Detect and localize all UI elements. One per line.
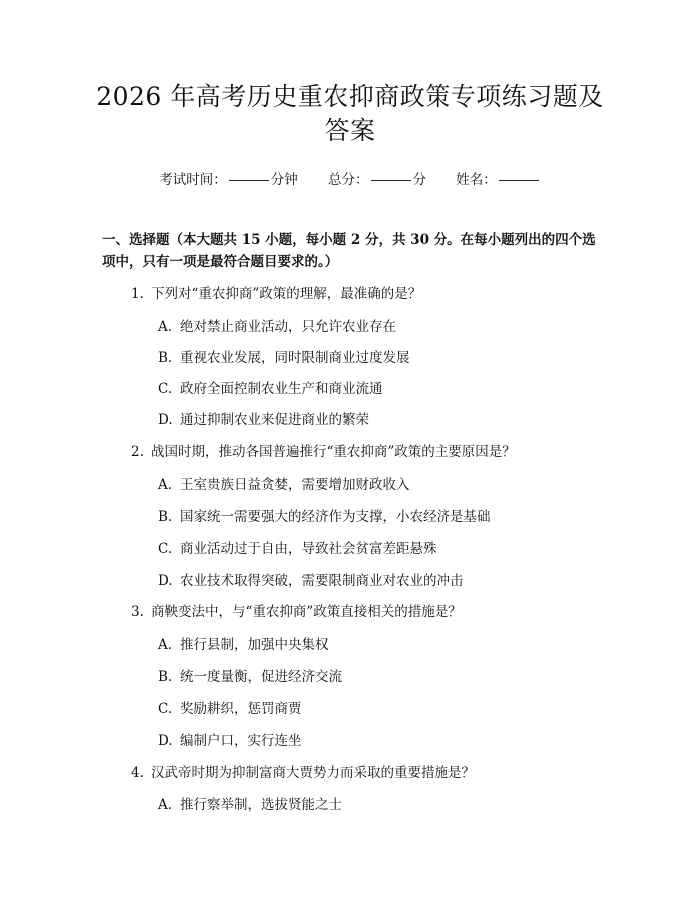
document-title bbox=[80, 80, 620, 148]
option-text: 编制户口，实行连坐 bbox=[180, 733, 302, 749]
q3-option-a bbox=[158, 633, 598, 653]
option-text: 国家统一需要强大的经济作为支撑，小农经济是基础 bbox=[180, 509, 491, 525]
q1-option-a bbox=[158, 315, 598, 335]
q1-option-c bbox=[158, 377, 598, 397]
exam-time-blank bbox=[229, 180, 269, 181]
title-line-2: 答案 bbox=[324, 116, 376, 145]
option-text: 推行察举制，选拔贤能之士 bbox=[180, 797, 342, 813]
option-letter: A. bbox=[158, 319, 173, 335]
option-letter: B. bbox=[158, 509, 173, 525]
total-score-label: 总分： bbox=[328, 172, 369, 188]
section-heading: 一、选择题（本大题共 15 小题，每小题 2 分，共 30 分。在每小题列出的四个选项中，只有一项是最符合题目要求的。） bbox=[102, 232, 596, 270]
q3-option-d bbox=[158, 729, 598, 749]
exam-time-label: 考试时间： bbox=[159, 172, 227, 188]
question-4 bbox=[131, 761, 611, 781]
title-line-1: 2026 年高考历史重农抑商政策专项练习题及 bbox=[96, 82, 604, 111]
student-name bbox=[456, 168, 541, 188]
q2-option-c bbox=[158, 537, 598, 557]
question-number: 3. bbox=[131, 604, 144, 620]
question-number: 2. bbox=[131, 444, 144, 460]
q2-option-a bbox=[158, 473, 598, 493]
option-text: 王室贵族日益贪婪，需要增加财政收入 bbox=[180, 477, 410, 493]
exam-time bbox=[159, 168, 298, 188]
exam-time-unit: 分钟 bbox=[270, 172, 298, 188]
total-score-unit: 分 bbox=[412, 172, 426, 188]
question-number: 1. bbox=[131, 286, 144, 302]
q3-option-b bbox=[158, 665, 598, 685]
option-text: 通过抑制农业来促进商业的繁荣 bbox=[180, 412, 369, 428]
student-name-label: 姓名： bbox=[456, 172, 497, 188]
option-text: 重视农业发展，同时限制商业过度发展 bbox=[180, 350, 410, 366]
total-score bbox=[328, 168, 426, 188]
option-letter: A. bbox=[158, 637, 173, 653]
option-text: 商业活动过于自由，导致社会贫富差距悬殊 bbox=[180, 541, 437, 557]
exam-meta bbox=[0, 168, 700, 188]
option-letter: C. bbox=[158, 701, 173, 717]
option-text: 政府全面控制农业生产和商业流通 bbox=[180, 381, 383, 397]
option-letter: D. bbox=[158, 733, 173, 749]
option-letter: C. bbox=[158, 541, 173, 557]
q2-option-b bbox=[158, 505, 598, 525]
question-text: 汉武帝时期为抑制富商大贾势力而采取的重要措施是？ bbox=[151, 765, 475, 781]
question-text: 商鞅变法中，与“重农抑商”政策直接相关的措施是？ bbox=[151, 604, 462, 620]
option-letter: C. bbox=[158, 381, 173, 397]
question-1 bbox=[131, 282, 611, 302]
option-text: 奖励耕织，惩罚商贾 bbox=[180, 701, 302, 717]
option-text: 绝对禁止商业活动，只允许农业存在 bbox=[180, 319, 396, 335]
option-letter: D. bbox=[158, 412, 173, 428]
total-score-blank bbox=[371, 180, 411, 181]
question-number: 4. bbox=[131, 765, 144, 781]
question-3 bbox=[131, 600, 611, 620]
question-2 bbox=[131, 440, 611, 460]
option-letter: D. bbox=[158, 573, 173, 589]
question-text: 下列对“重农抑商”政策的理解，最准确的是？ bbox=[151, 286, 422, 302]
option-text: 推行县制，加强中央集权 bbox=[180, 637, 329, 653]
option-text: 农业技术取得突破，需要限制商业对农业的冲击 bbox=[180, 573, 464, 589]
q1-option-d bbox=[158, 408, 598, 428]
student-name-blank bbox=[499, 180, 539, 181]
q3-option-c bbox=[158, 697, 598, 717]
option-letter: B. bbox=[158, 350, 173, 366]
q2-option-d bbox=[158, 569, 598, 589]
q1-option-b bbox=[158, 346, 598, 366]
option-text: 统一度量衡，促进经济交流 bbox=[180, 669, 342, 685]
q4-option-a bbox=[158, 793, 598, 813]
option-letter: A. bbox=[158, 797, 173, 813]
question-text: 战国时期，推动各国普遍推行“重农抑商”政策的主要原因是？ bbox=[151, 444, 516, 460]
option-letter: A. bbox=[158, 477, 173, 493]
option-letter: B. bbox=[158, 669, 173, 685]
